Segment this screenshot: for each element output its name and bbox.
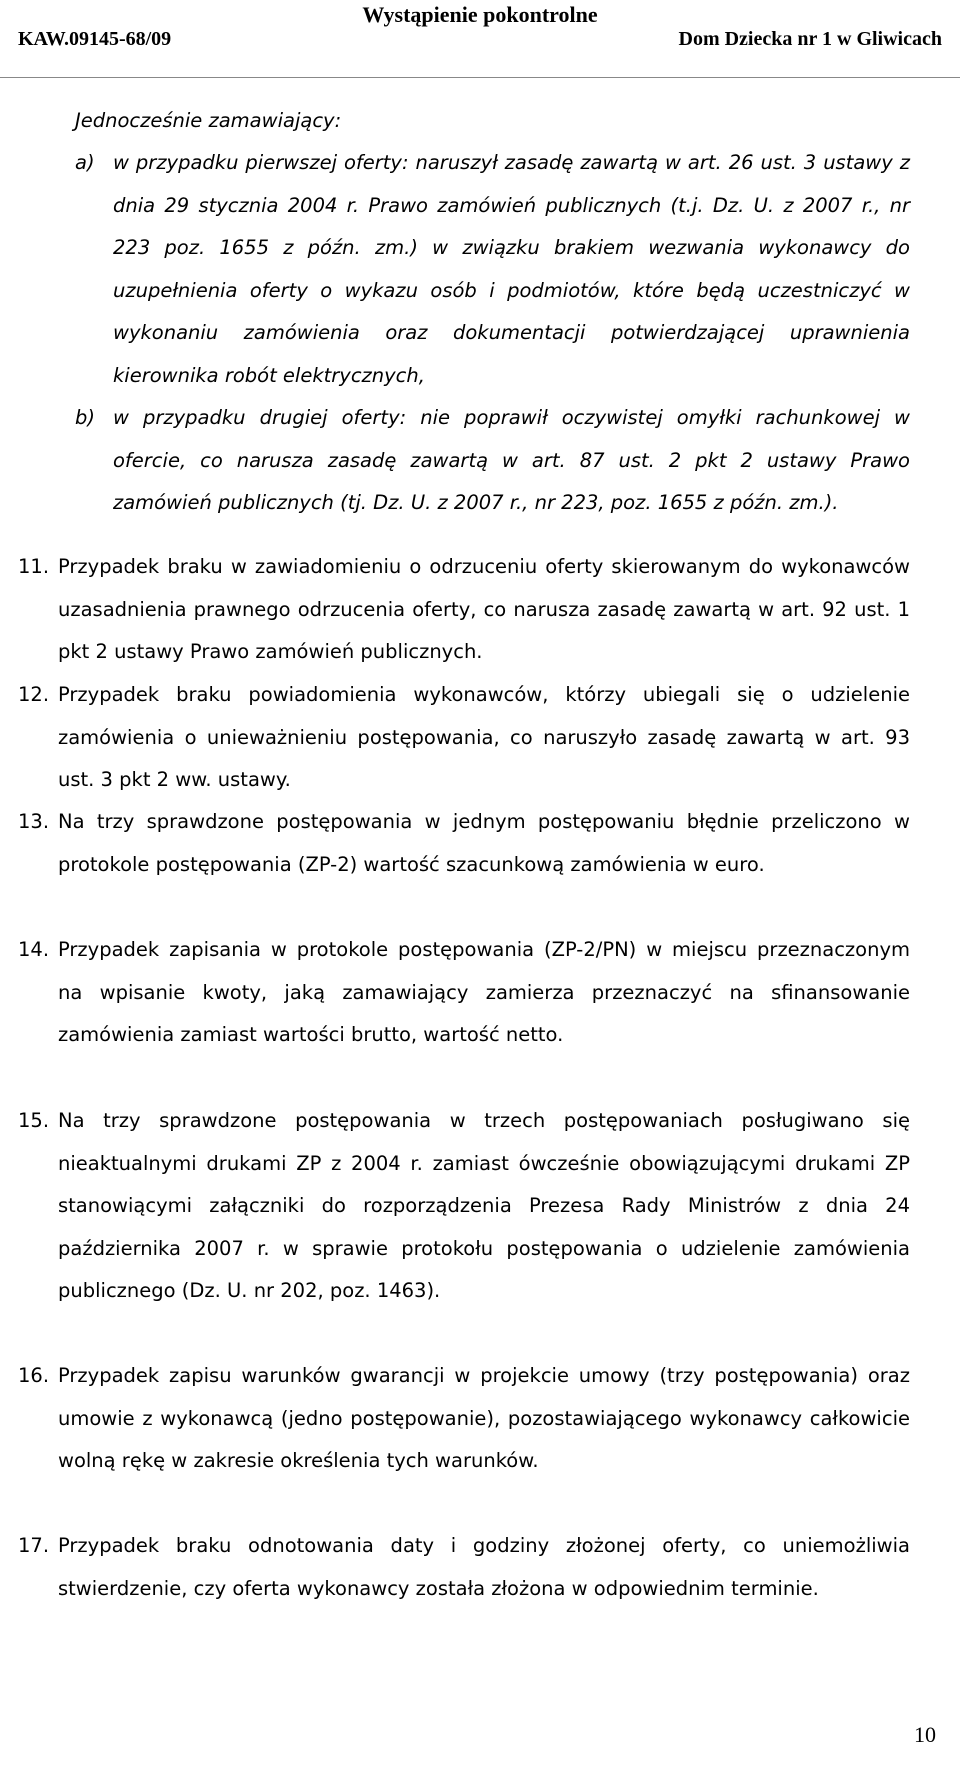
list-item-13 [18, 801, 910, 886]
item-text: Przypadek braku w zawiadomieniu o odrzuceniu oferty skierowanym do wykonawców uzasadnienia prawnego odrzucenia oferty, co narusza zasadę zawartą w art. 92 ust. 1 pkt 2 ustawy Prawo zamówień publicznych. [58, 555, 910, 663]
sub-item-a [75, 142, 910, 397]
item-text: Przypadek braku odnotowania daty i godziny złożonej oferty, co uniemożliwia stwierdzenie, czy oferta wykonawcy została złożona w odpowiednim terminie. [58, 1534, 910, 1600]
page-header [0, 0, 960, 80]
item-text: Przypadek braku powiadomienia wykonawców, którzy ubiegali się o udzielenie zamówienia o unieważnieniu postępowania, co naruszyło zasadę zawartą w art. 93 ust. 3 pkt 2 ww. ustawy. [58, 683, 910, 791]
item-number: 14. [18, 938, 50, 961]
sub-item-label: a) [75, 151, 95, 174]
item-text: Przypadek zapisania w protokole postępowania (ZP-2/PN) w miejscu przeznaczonym na wpisanie kwoty, jaką zamawiający zamierza przeznaczyć na sfinansowanie zamówienia zamiast wartości brutto, wartość netto. [58, 938, 910, 1046]
item-number: 16. [18, 1364, 50, 1387]
item-number: 12. [18, 683, 50, 706]
item-text: Na trzy sprawdzone postępowania w trzech postępowaniach posługiwano się nieaktualnymi drukami ZP z 2004 r. zamiast ówcześnie obowiązującymi drukami ZP stanowiącymi załączniki do rozporządzenia Prezesa Rady Ministrów z dnia 24 października 2007 r. w sprawie protokołu postępowania o udzielenie zamówienia publicznego (Dz. U. nr 202, poz. 1463). [58, 1109, 910, 1302]
item-number: 13. [18, 810, 50, 833]
list-item-17 [18, 1525, 910, 1610]
document-title: Wystąpienie pokontrolne [362, 2, 598, 27]
sub-item-text: w przypadku pierwszej oferty: naruszył zasadę zawartą w art. 26 ust. 3 ustawy z dnia 29 stycznia 2004 r. Prawo zamówień publicznych (t.j. Dz. U. z 2007 r., nr 223 poz. 1655 z późn. zm.) w związku brakiem wezwania wykonawcy do uzupełnienia oferty o wykazu osób i podmiotów, które będą uczestniczyć w wykonaniu zamówienia oraz dokumentacji potwierdzającej uprawnienia kierownika robót elektrycznych, [113, 151, 910, 387]
page-number: 10 [914, 1722, 936, 1747]
list-item-14 [18, 929, 910, 1057]
item-number: 15. [18, 1109, 50, 1132]
item-text: Na trzy sprawdzone postępowania w jednym postępowaniu błędnie przeliczono w protokole postępowania (ZP-2) wartość szacunkową zamówienia w euro. [58, 810, 910, 876]
item-number: 17. [18, 1534, 50, 1557]
list-item-11 [18, 546, 910, 674]
sub-item-b [75, 397, 910, 525]
reference-number: KAW.09145-68/09 [18, 28, 172, 50]
item-text: Przypadek zapisu warunków gwarancji w projekcie umowy (trzy postępowania) oraz umowie z wykonawcą (jedno postępowanie), pozostawiającego wykonawcy całkowicie wolną rękę w zakresie określenia tych warunków. [58, 1364, 910, 1472]
item-number: 11. [18, 555, 50, 578]
institution-name: Dom Dziecka nr 1 w Gliwicach [678, 28, 942, 50]
sub-item-text: w przypadku drugiej oferty: nie poprawił oczywistej omyłki rachunkowej w ofercie, co narusza zasadę zawartą w art. 87 ust. 2 pkt 2 ustawy Prawo zamówień publicznych (tj. Dz. U. z 2007 r., nr 223, poz. 1655 z późn. zm.). [113, 406, 910, 514]
list-item-15 [18, 1100, 910, 1313]
list-item-16 [18, 1355, 910, 1483]
header-divider [0, 77, 960, 78]
list-item-12 [18, 674, 910, 802]
sub-item-label: b) [75, 406, 95, 429]
intro-text: Jednocześnie zamawiający: [75, 109, 342, 132]
